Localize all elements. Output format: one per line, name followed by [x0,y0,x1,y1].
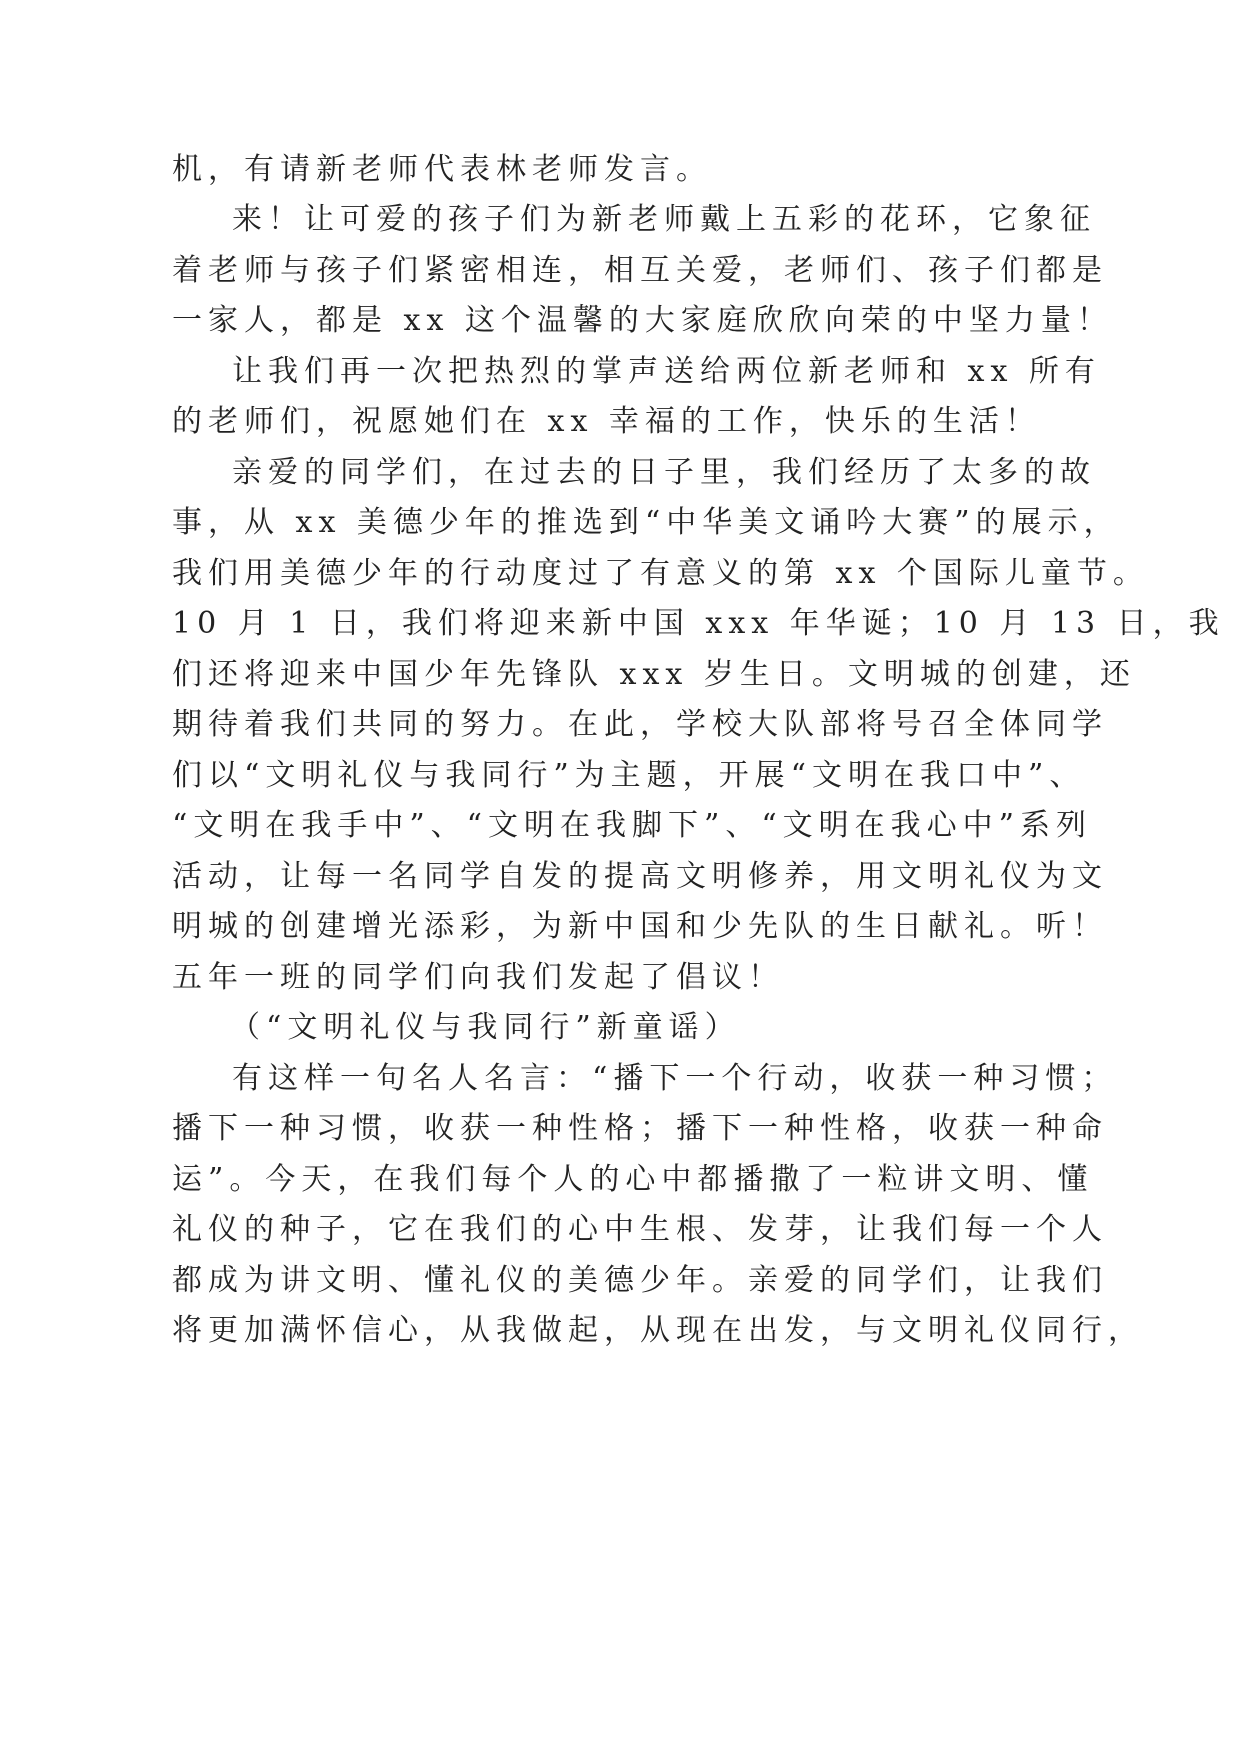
text-line: 播下一种习惯，收获一种性格；播下一种性格，收获一种命 [172,1111,1108,1146]
text-line: 们还将迎来中国少年先锋队 xxx 岁生日。文明城的创建，还 [172,657,1136,692]
text-line: 们以“文明礼仪与我同行”为主题，开展“文明在我口中”、 [172,758,1086,793]
text-line: 着老师与孩子们紧密相连，相互关爱，老师们、孩子们都是 [172,253,1108,288]
text-line: 让我们再一次把热烈的掌声送给两位新老师和 xx 所有 [232,354,1101,389]
text-line: 五年一班的同学们向我们发起了倡议！ [172,960,784,995]
text-line: 明城的创建增光添彩，为新中国和少先队的生日献礼。听！ [172,909,1108,944]
text-line: 有这样一句名人名言：“播下一个行动，收获一种习惯； [232,1061,1118,1096]
text-line: 的老师们，祝愿她们在 xx 幸福的工作，快乐的生活！ [172,404,1041,439]
text-line: 我们用美德少年的行动度过了有意义的第 xx 个国际儿童节。 [172,556,1149,591]
text-line: 机，有请新老师代表林老师发言。 [172,152,712,187]
text-line: 活动，让每一名同学自发的提高文明修养，用文明礼仪为文 [172,859,1108,894]
text-line: 亲爱的同学们，在过去的日子里，我们经历了太多的故 [232,455,1096,490]
text-line: 礼仪的种子，它在我们的心中生根、发芽，让我们每一个人 [172,1212,1108,1247]
text-line: 10 月 1 日，我们将迎来新中国 xxx 年华诞；10 月 13 日，我 [172,606,1225,641]
text-line: 事，从 xx 美德少年的推选到“中华美文诵吟大赛”的展示， [172,505,1120,540]
text-line: 一家人，都是 xx 这个温馨的大家庭欣欣向荣的中坚力量！ [172,303,1113,338]
text-line: 来！让可爱的孩子们为新老师戴上五彩的花环，它象征 [232,202,1096,237]
text-line: （“文明礼仪与我同行”新童谣） [230,1010,741,1045]
text-line: 期待着我们共同的努力。在此，学校大队部将号召全体同学 [172,707,1108,742]
text-line: 将更加满怀信心，从我做起，从现在出发，与文明礼仪同行， [172,1313,1144,1348]
text-line: 运”。今天，在我们每个人的心中都播撒了一粒讲文明、懂 [172,1162,1094,1197]
text-line: 都成为讲文明、懂礼仪的美德少年。亲爱的同学们，让我们 [172,1263,1108,1298]
text-line: “文明在我手中”、“文明在我脚下”、“文明在我心中”系列 [172,808,1093,843]
